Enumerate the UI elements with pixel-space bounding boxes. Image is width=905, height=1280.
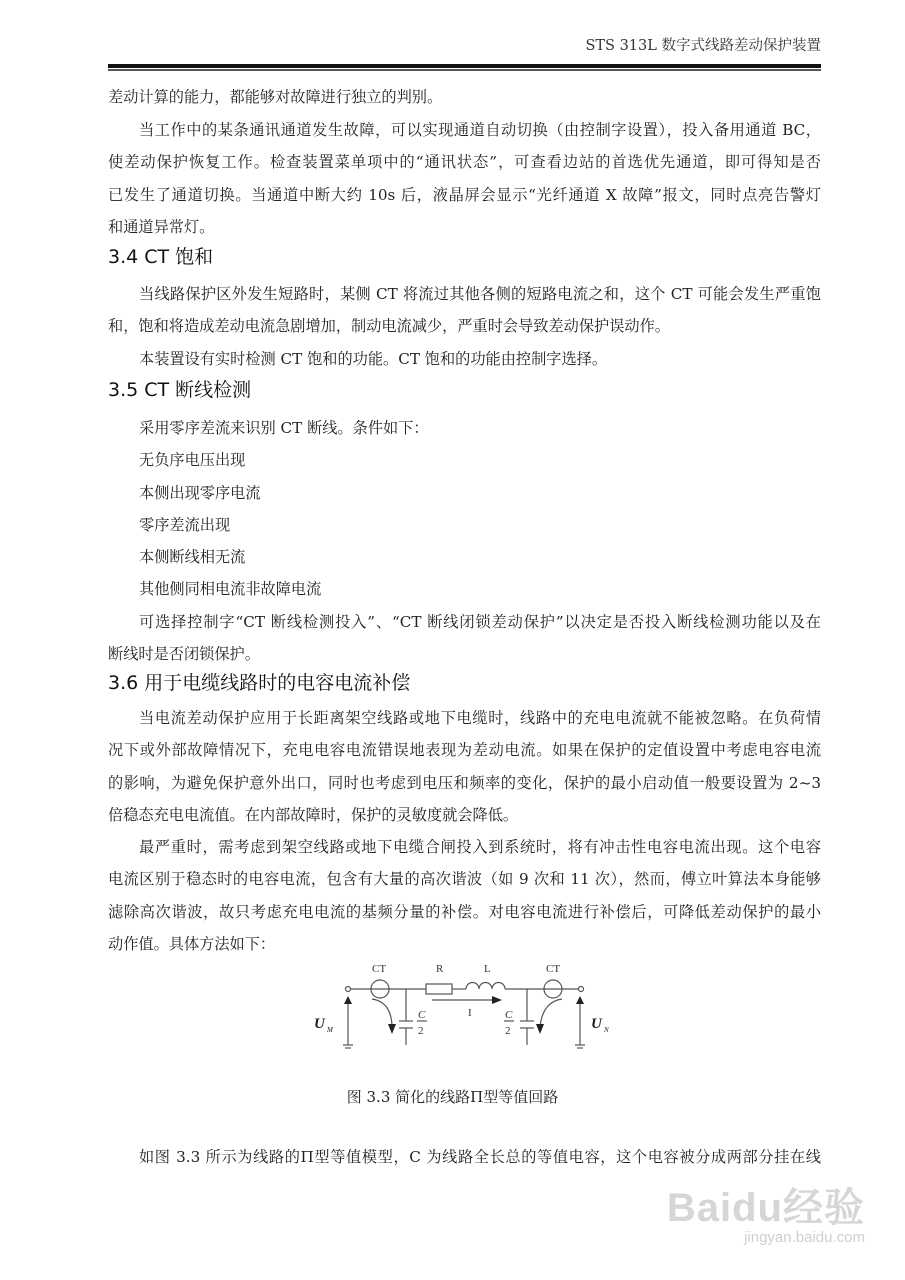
capacitance-label: C xyxy=(505,1009,513,1021)
ct-label: CT xyxy=(546,963,561,975)
text-line: 差动计算的能力，都能够对故障进行独立的判别。 xyxy=(108,88,443,106)
condition-item: 本侧断线相无流 xyxy=(139,548,246,567)
text-line: 如图 3.3 所示为线路的Π型等值模型，C 为线路全长总的等值电容，这个电容被分成两部分挂在线 xyxy=(139,1148,821,1166)
figure-caption: 图 3.3 简化的线路Π型等值回路 xyxy=(346,1088,559,1106)
paragraph xyxy=(108,278,821,375)
running-header: STS 313L 数字式线路差动保护装置 xyxy=(585,38,821,54)
condition-item: 其他侧同相电流非故障电流 xyxy=(139,580,322,599)
terminal-n xyxy=(579,987,584,992)
text-line: 电流区别于稳态时的电容电流，包含有大量的高次谐波（如 9 次和 11 次），然而，傅立叶算法本身能够 xyxy=(108,870,821,889)
inductor-label: L xyxy=(484,963,491,975)
current-label: I xyxy=(468,1007,472,1019)
text-line: 采用零序差流来识别 CT 断线。条件如下： xyxy=(139,419,429,437)
text-line: 断线时是否闭锁保护。 xyxy=(108,645,260,664)
watermark-url: jingyan.baidu.com xyxy=(744,1229,865,1246)
condition-item: 本侧出现零序电流 xyxy=(139,483,261,502)
resistor xyxy=(426,984,452,994)
watermark xyxy=(667,1176,865,1246)
text-line: 和，饱和将造成差动电流急剧增加，制动电流减少，严重时会导致差动保护误动作。 xyxy=(108,317,670,336)
paragraph xyxy=(108,114,821,243)
capacitance-divisor: 2 xyxy=(505,1025,511,1037)
text-line: 倍稳态充电电流值。在内部故障时，保护的灵敏度就会降低。 xyxy=(108,805,519,824)
text-line: 当线路保护区外发生短路时，某侧 CT 将流过其他各侧的短路电流之和，这个 CT 可能会发生严重饱 xyxy=(139,285,821,303)
text-line: 可选择控制字“CT 断线检测投入”、“CT 断线闭锁差动保护”以决定是否投入断线检测功能以及在 xyxy=(139,612,821,631)
text-line: 的影响，为避免保护意外出口，同时也考虑到电压和频率的变化，保护的最小启动值一般要设置为 2~3 xyxy=(108,773,821,792)
header-rule xyxy=(108,64,821,68)
paragraph xyxy=(108,1141,821,1173)
text-line: 使差动保护恢复工作。检查装置菜单项中的“通讯状态”，可查看边站的首选优先通道，即可得知是否 xyxy=(108,153,821,172)
paragraph xyxy=(108,702,821,960)
section-heading: 3.4 CT 饱和 xyxy=(108,246,214,268)
text-line: 已发生了通道切换。当通道中断大约 10s 后，液晶屏会显示“光纤通道 X 故障”报文，同时点亮告警灯 xyxy=(108,185,821,204)
capacitance-divisor: 2 xyxy=(418,1025,424,1037)
voltage-un-label: U xyxy=(591,1016,602,1032)
terminal-m xyxy=(346,987,351,992)
section-heading: 3.5 CT 断线检测 xyxy=(108,379,252,401)
header-rule-thin xyxy=(108,69,821,71)
text-line: 本装置设有实时检测 CT 饱和的功能。CT 饱和的功能由控制字选择。 xyxy=(139,349,608,368)
text-line: 最严重时，需考虑到架空线路或地下电缆合闸投入到系统时，将有冲击性电容电流出现。这个电容 xyxy=(139,838,821,857)
section-heading: 3.6 用于电缆线路时的电容电流补偿 xyxy=(108,672,411,694)
text-line: 当电流差动保护应用于长距离架空线路或地下电缆时，线路中的充电电流就不能被忽略。在负荷情 xyxy=(139,709,821,727)
condition-item: 无负序电压出现 xyxy=(139,451,246,470)
condition-item: 零序差流出现 xyxy=(139,515,231,534)
text-line: 和通道异常灯。 xyxy=(108,217,215,236)
text-line: 当工作中的某条通讯通道发生故障，可以实现通道自动切换（由控制字设置），投入备用通道 BC， xyxy=(139,121,821,139)
pi-equivalent-circuit-diagram xyxy=(300,950,620,1070)
text-line: 滤除高次谐波，故只考虑充电电流的基频分量的补偿。对电容电流进行补偿后，可降低差动保护的最小 xyxy=(108,902,821,921)
watermark-logo: Baidu经验 xyxy=(666,1186,865,1230)
voltage-un-subscript: N xyxy=(604,1026,609,1034)
voltage-um-label: U xyxy=(314,1016,325,1032)
paragraph xyxy=(108,412,821,670)
inductor xyxy=(466,983,505,990)
text-line: 况下或外部故障情况下，充电电容电流错误地表现为差动电流。如果在保护的定值设置中考虑电容电流 xyxy=(108,741,821,760)
text-line: 动作值。具体方法如下： xyxy=(108,935,276,954)
capacitance-label: C xyxy=(418,1009,426,1021)
ct-label: CT xyxy=(372,963,387,975)
voltage-um-subscript: M xyxy=(327,1026,333,1034)
paragraph xyxy=(108,81,821,113)
resistor-label: R xyxy=(436,963,444,975)
